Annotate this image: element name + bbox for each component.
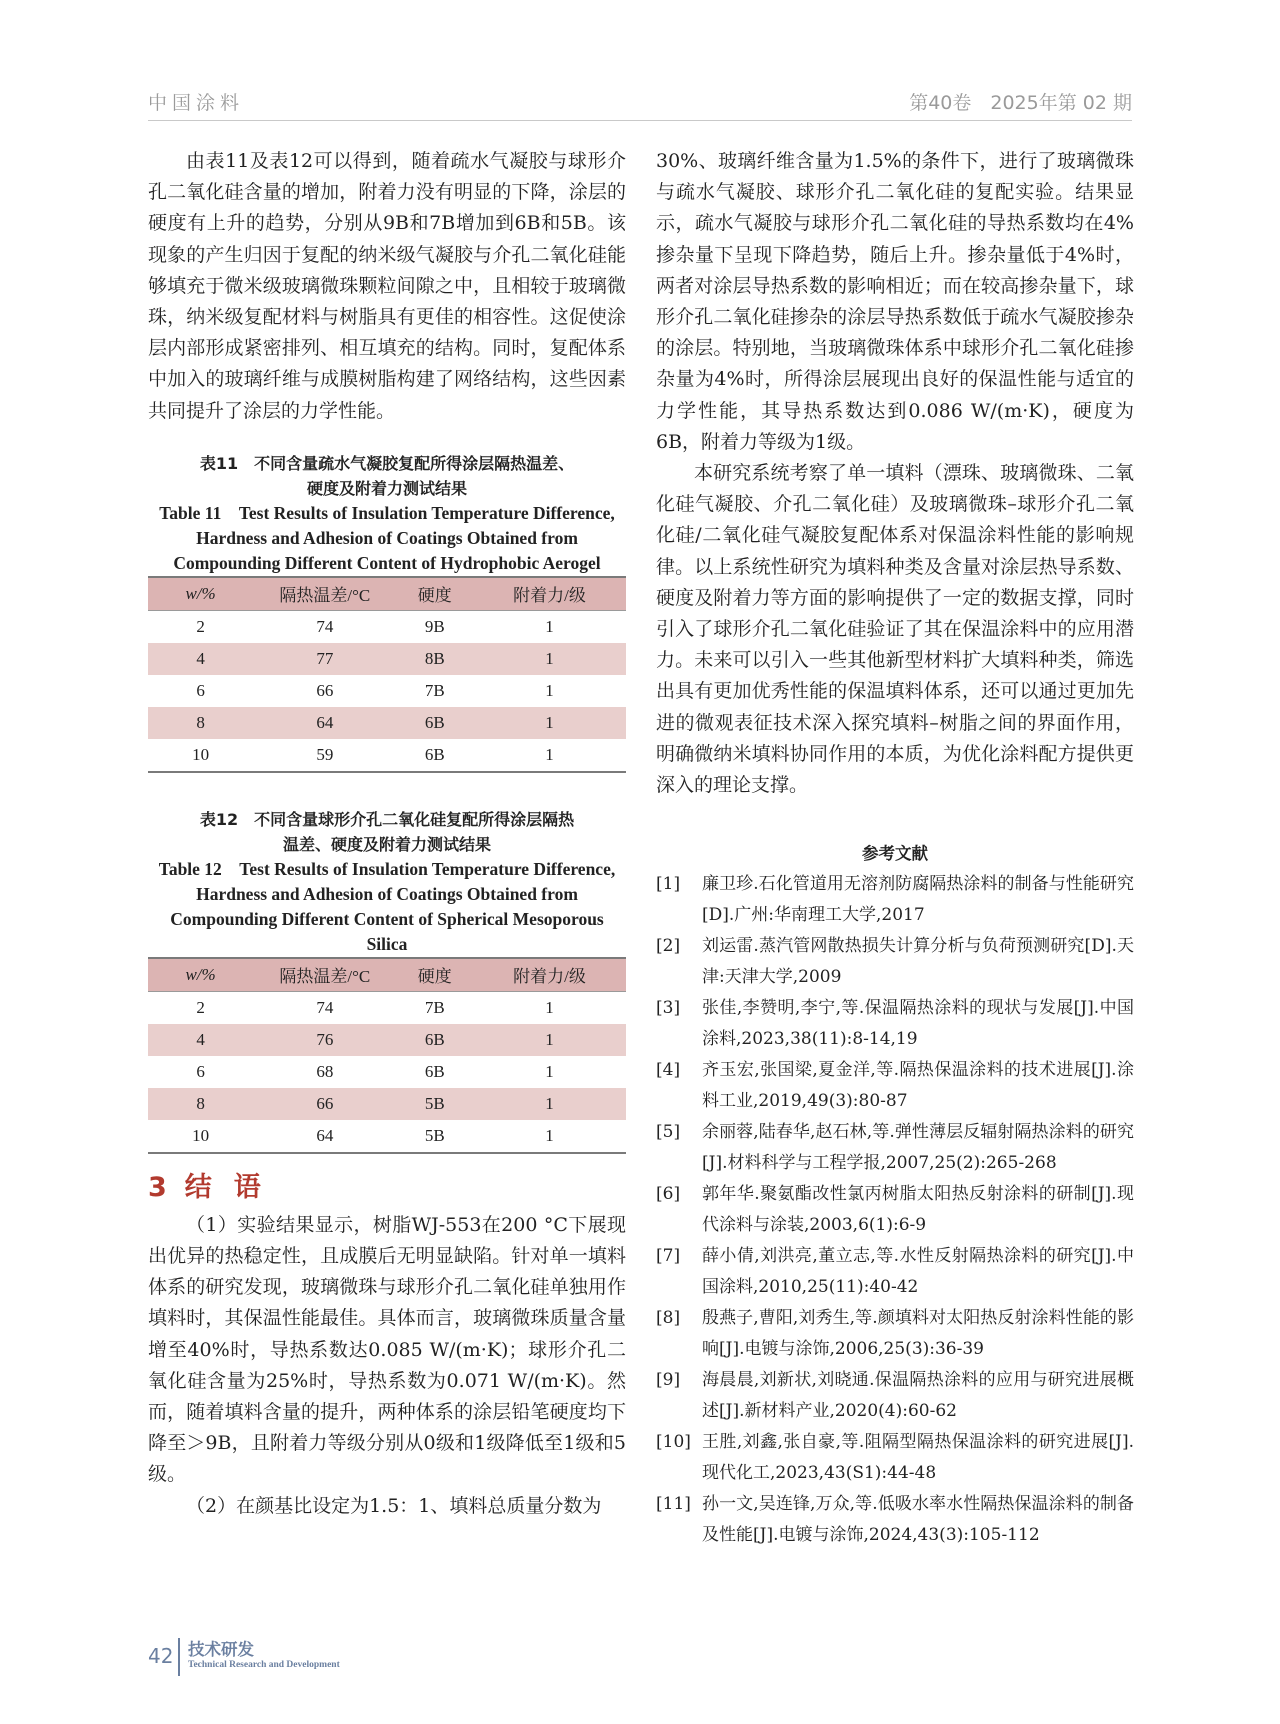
reference-item — [656, 1365, 1134, 1427]
column-header: 硬度 — [397, 577, 473, 611]
paragraph: 本研究系统考察了单一填料（漂珠、玻璃微珠、二氧化硅气凝胶、介孔二氧化硅）及玻璃微珠–球形介孔二氧化硅/二氧化硅气凝胶复配体系对保温涂料性能的影响规律。以上系统性研究为填料种类及含量对涂层热导系数、硬度及附着力等方面的影响提供了一定的数据支撑，同时引入了球形介孔二氧化硅验证了其在保温涂料中的应用潜力。未来可以引入一些其他新型材料扩大填料种类，筛选出具有更加优秀性能的保温填料体系，还可以通过更加先进的微观表征技术深入探究填料–树脂之间的界面作用，明确微纳米填料协同作用的本质，为优化涂料配方提供更深入的理论支撑。 — [656, 462, 1134, 797]
reference-index: [9] — [656, 1370, 681, 1391]
section-number: 3 — [148, 1171, 167, 1203]
table-cell: 64 — [253, 707, 396, 739]
paragraph: 30%、玻璃纤维含量为1.5%的条件下，进行了玻璃微珠与疏水气凝胶、球形介孔二氧化硅的复配实验。结果显示，疏水气凝胶与球形介孔二氧化硅的导热系数均在4%掺杂量下呈现下降趋势，随后上升。掺杂量低于4%时，两者对涂层导热系数的影响相近；而在较高掺杂量下，球形介孔二氧化硅掺杂的涂层导热系数低于疏水气凝胶掺杂的涂层。特别地，当玻璃微珠体系中球形介孔二氧化硅掺杂量为4%时，所得涂层展现出良好的保温性能与适宜的力学性能，其导热系数达到0.086 W/(m·K)，硬度为6B，附着力等级为1级。 — [656, 150, 1134, 453]
table-cell: 6B — [397, 739, 473, 772]
footer-section-en: Technical Research and Development — [188, 1660, 340, 1670]
reference-index: [8] — [656, 1308, 681, 1329]
reference-text: 王胜,刘鑫,张自豪,等.阻隔型隔热保温涂料的研究进展[J].现代化工,2023,43(S1):44-48 — [702, 1432, 1134, 1484]
column-header: 附着力/级 — [473, 958, 626, 992]
section-title: 结语 — [184, 1171, 283, 1203]
table-row — [148, 707, 626, 739]
table-cell: 64 — [253, 1120, 396, 1153]
reference-index: [5] — [656, 1122, 681, 1143]
section-heading — [148, 1166, 626, 1210]
table-12-caption — [148, 807, 626, 957]
reference-text: 孙一文,吴连锋,万众,等.低吸水率水性隔热保温涂料的制备及性能[J].电镀与涂饰,2024,43(3):105-112 — [702, 1494, 1134, 1546]
table-12 — [148, 957, 626, 1154]
paragraph: 由表11及表12可以得到，随着疏水气凝胶与球形介孔二氧化硅含量的增加，附着力没有明显的下降，涂层的硬度有上升的趋势，分别从9B和7B增加到6B和5B。该现象的产生归因于复配的纳米级气凝胶与介孔二氧化硅能够填充于微米级玻璃微珠颗粒间隙之中，且相较于玻璃微珠，纳米级复配材料与树脂具有更佳的相容性。这促使涂层内部形成紧密排列、相互填充的结构。同时，复配体系中加入的玻璃纤维与成膜树脂构建了网络结构，这些因素共同提升了涂层的力学性能。 — [148, 150, 626, 422]
reference-index: [3] — [656, 998, 681, 1019]
column-header: 隔热温差/°C — [253, 958, 396, 992]
table-cell: 9B — [424, 616, 445, 636]
right-column — [656, 146, 1134, 1551]
reference-item — [656, 931, 1134, 993]
column-header: w/% — [148, 577, 253, 611]
footer-section-cn: 技术研发 — [188, 1640, 254, 1659]
page-number: 42 — [148, 1644, 174, 1668]
table-cell: 1 — [473, 643, 626, 675]
reference-text: 郭年华.聚氨酯改性氯丙树脂太阳热反射涂料的研制[J].现代涂料与涂装,2003,6(1):6-9 — [702, 1184, 1134, 1236]
reference-text: 廉卫珍.石化管道用无溶剂防腐隔热涂料的制备与性能研究[D].广州:华南理工大学,2017 — [702, 874, 1134, 926]
table-row — [148, 739, 626, 772]
table-cell: 77 — [253, 643, 396, 675]
reference-item — [656, 1117, 1134, 1179]
table-cell: 1 — [473, 739, 626, 772]
table-row — [148, 643, 626, 675]
header-rule — [148, 120, 1132, 121]
table-row — [148, 675, 626, 707]
table-row — [148, 991, 626, 1024]
table-caption-en: Table 11 Test Results of Insulation Temperature Difference, Hardness and Adhesion of Coatings Obtained from Compounding Different Content of Hydrophobic Aerogel — [159, 502, 615, 573]
reference-item — [656, 1303, 1134, 1365]
footer-divider — [178, 1638, 180, 1676]
column-header: w/% — [148, 958, 253, 992]
reference-item — [656, 1055, 1134, 1117]
table-row — [148, 1120, 626, 1153]
reference-text: 齐玉宏,张国梁,夏金洋,等.隔热保温涂料的技术进展[J].涂料工业,2019,49(3):80-87 — [702, 1060, 1134, 1112]
reference-item — [656, 1489, 1134, 1551]
table-cell: 1 — [545, 997, 554, 1017]
table-cell: 6 — [196, 1061, 205, 1081]
reference-item — [656, 1427, 1134, 1489]
journal-name: 中国涂料 — [148, 92, 245, 114]
table-cell: 4 — [148, 1024, 253, 1056]
reference-item — [656, 993, 1134, 1055]
table-cell: 66 — [253, 1088, 396, 1120]
table-cell: 6B — [397, 707, 473, 739]
reference-index: [7] — [656, 1246, 681, 1267]
table-cell: 8B — [397, 643, 473, 675]
reference-index: [10] — [656, 1432, 691, 1453]
table-11-caption — [148, 451, 626, 576]
table-cell: 10 — [148, 1120, 253, 1153]
paragraph: （2）在颜基比设定为1.5：1、填料总质量分数为 — [186, 1494, 602, 1517]
reference-index: [6] — [656, 1184, 681, 1205]
table-cell: 59 — [253, 739, 396, 772]
table-cell: 1 — [473, 1120, 626, 1153]
table-cell: 66 — [316, 680, 334, 700]
paragraph: （1）实验结果显示，树脂WJ-553在200 °C下展现出优异的热稳定性，且成膜后无明显缺陷。针对单一填料体系的研究发现，玻璃微珠与球形介孔二氧化硅单独用作填料时，其保温性能最佳。具体而言，玻璃微珠质量含量增至40%时，导热系数达0.085 W/(m·K)；球形介孔二氧化硅含量为25%时，导热系数为0.071 W/(m·K)。然而，随着填料含量的提升，两种体系的涂层铅笔硬度均下降至＞9B，且附着力等级分别从0级和1级降低至1级和5级。 — [148, 1213, 626, 1486]
table-cell: 1 — [473, 1024, 626, 1056]
left-column — [148, 146, 626, 1522]
column-header: 附着力/级 — [473, 577, 626, 611]
table-cell: 6B — [424, 1061, 445, 1081]
table-cell: 4 — [148, 643, 253, 675]
table-cell: 6 — [196, 680, 205, 700]
references-title: 参考文献 — [862, 844, 928, 864]
table-caption-en: Table 12 Test Results of Insulation Temperature Difference, Hardness and Adhesion of Coatings Obtained from Compounding Different Content of Spherical Mesoporous Silica — [158, 858, 616, 954]
table-cell: 1 — [545, 680, 554, 700]
reference-text: 刘运雷.蒸汽管网散热损失计算分析与负荷预测研究[D].天津:天津大学,2009 — [702, 936, 1134, 988]
table-row — [148, 1056, 626, 1088]
reference-text: 海晨晨,刘新状,刘晓通.保温隔热涂料的应用与研究进展概述[J].新材料产业,2020(4):60-62 — [702, 1370, 1134, 1422]
reference-text: 殷燕子,曹阳,刘秀生,等.颜填料对太阳热反射涂料性能的影响[J].电镀与涂饰,2006,25(3):36-39 — [702, 1308, 1134, 1360]
table-cell: 74 — [316, 616, 334, 636]
table-cell: 1 — [545, 616, 554, 636]
table-cell: 8 — [148, 1088, 253, 1120]
table-cell: 76 — [253, 1024, 396, 1056]
table-row — [148, 610, 626, 643]
table-cell: 2 — [196, 997, 205, 1017]
reference-item — [656, 869, 1134, 931]
table-row — [148, 1024, 626, 1056]
reference-index: [1] — [656, 874, 681, 895]
table-cell: 1 — [545, 1061, 554, 1081]
reference-index: [11] — [656, 1494, 691, 1515]
table-cell: 1 — [473, 1088, 626, 1120]
column-header: 硬度 — [397, 958, 473, 992]
table-cell: 5B — [397, 1088, 473, 1120]
page-header — [148, 88, 1132, 118]
table-cell: 68 — [316, 1061, 334, 1081]
reference-text: 薛小倩,刘洪亮,董立志,等.水性反射隔热涂料的研究[J].中国涂料,2010,25(11):40-42 — [702, 1246, 1134, 1298]
column-header: 隔热温差/°C — [253, 577, 396, 611]
table-caption-cn: 表12 不同含量球形介孔二氧化硅复配所得涂层隔热 — [199, 809, 575, 829]
table-cell: 5B — [397, 1120, 473, 1153]
table-cell: 7B — [424, 680, 445, 700]
reference-index: [4] — [656, 1060, 681, 1081]
table-cell: 6B — [397, 1024, 473, 1056]
table-cell: 8 — [148, 707, 253, 739]
reference-text: 张佳,李赞明,李宁,等.保温隔热涂料的现状与发展[J].中国涂料,2023,38(11):8-14,19 — [702, 998, 1134, 1050]
table-caption-cn: 表11 不同含量疏水气凝胶复配所得涂层隔热温差、 — [199, 453, 575, 473]
issue-info: 第40卷 2025年第 02 期 — [909, 92, 1132, 114]
table-caption-cn: 硬度及附着力测试结果 — [306, 478, 467, 498]
reference-text: 余丽蓉,陆春华,赵石林,等.弹性薄层反辐射隔热涂料的研究[J].材料科学与工程学报,2007,25(2):265-268 — [702, 1122, 1134, 1174]
table-11 — [148, 576, 626, 773]
reference-index: [2] — [656, 936, 681, 957]
table-cell: 10 — [148, 739, 253, 772]
table-cell: 74 — [316, 997, 334, 1017]
reference-item — [656, 1241, 1134, 1303]
table-row — [148, 1088, 626, 1120]
references-list — [656, 869, 1134, 1551]
table-caption-cn: 温差、硬度及附着力测试结果 — [282, 834, 491, 854]
table-cell: 2 — [196, 616, 205, 636]
table-cell: 1 — [473, 707, 626, 739]
reference-item — [656, 1179, 1134, 1241]
table-cell: 7B — [424, 997, 445, 1017]
